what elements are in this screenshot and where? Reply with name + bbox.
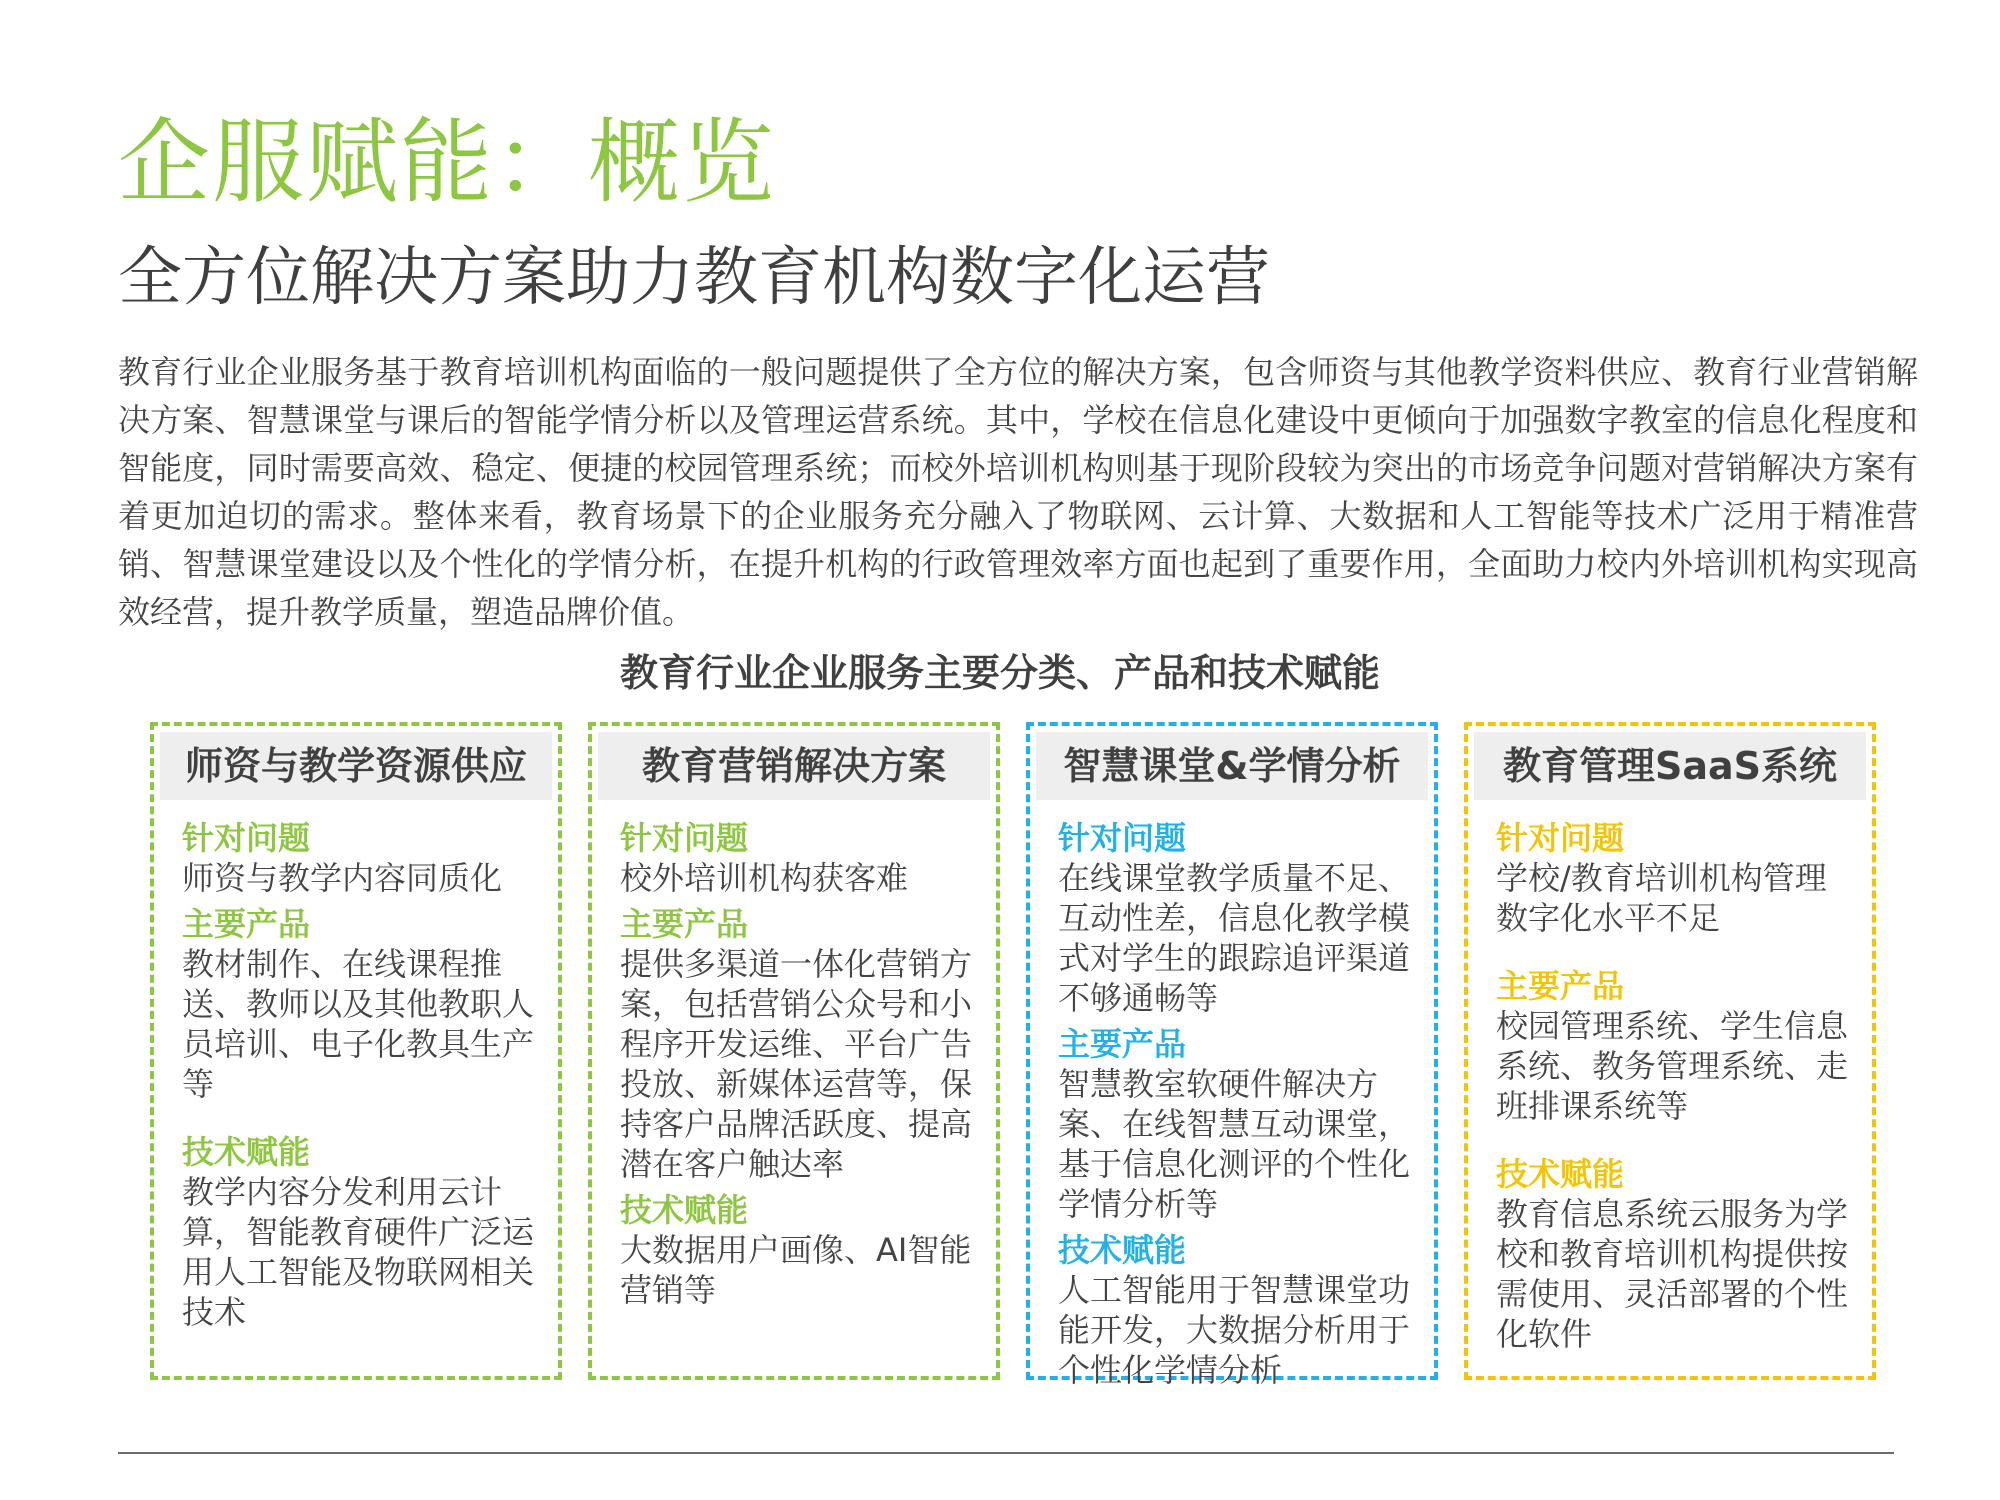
card-body <box>182 812 540 1332</box>
problem-label: 针对问题 <box>1496 819 1625 857</box>
card-body <box>1496 812 1854 1354</box>
problem-text: 在线课堂教学质量不足、互动性差，信息化教学模式对学生的跟踪追评渠道不够通畅等 <box>1058 859 1411 1017</box>
card-body <box>1058 812 1416 1390</box>
tech-text: 教学内容分发利用云计算，智能教育硬件广泛运用人工智能及物联网相关技术 <box>182 1173 535 1331</box>
card-title: 教育管理SaaS系统 <box>1474 732 1866 800</box>
page-title: 企服赋能：概览 <box>118 109 777 216</box>
tech-text: 教育信息系统云服务为学校和教育培训机构提供按需使用、灵活部署的个性化软件 <box>1496 1195 1849 1353</box>
problem-text: 学校/教育培训机构管理数字化水平不足 <box>1496 859 1827 937</box>
spacer <box>1496 938 1854 960</box>
card-saas-system <box>1464 722 1876 1380</box>
card-body <box>620 812 978 1310</box>
card-marketing-solutions <box>588 722 1000 1380</box>
page-subtitle: 全方位解决方案助力教育机构数字化运营 <box>118 241 1270 315</box>
tech-label: 技术赋能 <box>620 1191 749 1229</box>
service-cards <box>150 722 1880 1388</box>
problem-text: 师资与教学内容同质化 <box>182 859 503 897</box>
product-label: 主要产品 <box>182 905 311 943</box>
problem-label: 针对问题 <box>182 819 311 857</box>
footer-rule <box>118 1452 1894 1454</box>
card-title: 师资与教学资源供应 <box>160 732 552 800</box>
section-heading: 教育行业企业服务主要分类、产品和技术赋能 <box>619 651 1380 695</box>
card-title: 智慧课堂&学情分析 <box>1036 732 1428 800</box>
product-label: 主要产品 <box>1058 1025 1187 1063</box>
problem-label: 针对问题 <box>1058 819 1187 857</box>
product-text: 提供多渠道一体化营销方案，包括营销公众号和小程序开发运维、平台广告投放、新媒体运营等，保持客户品牌活跃度、提高潜在客户触达率 <box>620 945 973 1183</box>
tech-label: 技术赋能 <box>182 1133 311 1171</box>
tech-text: 大数据用户画像、AI智能营销等 <box>620 1231 972 1309</box>
tech-label: 技术赋能 <box>1496 1155 1625 1193</box>
product-text: 智慧教室软硬件解决方案、在线智慧互动课堂，基于信息化测评的个性化学情分析等 <box>1058 1065 1411 1223</box>
product-text: 校园管理系统、学生信息系统、教务管理系统、走班排课系统等 <box>1496 1007 1849 1125</box>
product-label: 主要产品 <box>620 905 749 943</box>
tech-label: 技术赋能 <box>1058 1231 1187 1269</box>
card-teacher-resources <box>150 722 562 1380</box>
problem-text: 校外培训机构获客难 <box>620 859 909 897</box>
problem-label: 针对问题 <box>620 819 749 857</box>
product-text: 教材制作、在线课程推送、教师以及其他教职人员培训、电子化教具生产等 <box>182 945 535 1103</box>
spacer <box>1496 1126 1854 1148</box>
intro-paragraph: 教育行业企业服务基于教育培训机构面临的一般问题提供了全方位的解决方案，包含师资与其他教学资料供应、教育行业营销解决方案、智慧课堂与课后的智能学情分析以及管理运营系统。其中，学校在信息化建设中更倾向于加强数字教室的信息化程度和智能度，同时需要高效、稳定、便捷的校园管理系统；而校外培训机构则基于现阶段较为突出的市场竞争问题对营销解决方案有着更加迫切的需求。整体来看，教育场景下的企业服务充分融入了物联网、云计算、大数据和人工智能等技术广泛用于精准营销、智慧课堂建设以及个性化的学情分析，在提升机构的行政管理效率方面也起到了重要作用，全面助力校内外培训机构实现高效经营，提升教学质量，塑造品牌价值。 <box>118 353 1918 631</box>
card-title: 教育营销解决方案 <box>598 732 990 800</box>
tech-text: 人工智能用于智慧课堂功能开发，大数据分析用于个性化学情分析 <box>1058 1271 1411 1389</box>
spacer <box>182 1104 540 1126</box>
product-label: 主要产品 <box>1496 967 1625 1005</box>
card-smart-classroom <box>1026 722 1438 1389</box>
